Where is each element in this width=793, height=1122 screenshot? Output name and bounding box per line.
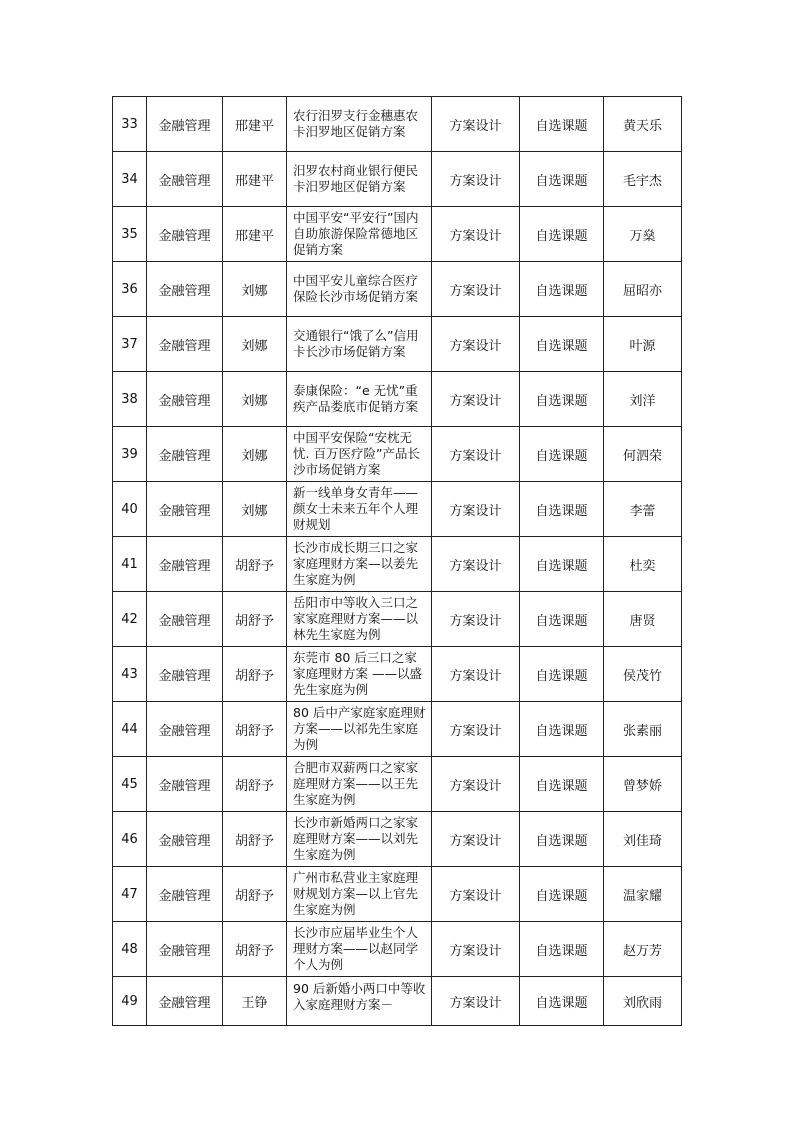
row-number: 37: [113, 317, 147, 372]
topic-type-cell: 方案设计: [432, 152, 520, 207]
student-cell: 万燊: [604, 207, 682, 262]
topic-title-cell: 中国平安“平安行”国内自助旅游保险常德地区促销方案: [287, 207, 432, 262]
student-cell: 张素丽: [604, 702, 682, 757]
topic-type-cell: 方案设计: [432, 592, 520, 647]
advisor-cell: 刘娜: [223, 427, 287, 482]
row-number: 35: [113, 207, 147, 262]
topic-title-cell: 长沙市应届毕业生个人理财方案——以赵同学个人为例: [287, 922, 432, 977]
advisor-cell: 刘娜: [223, 482, 287, 537]
student-cell: 杜奕: [604, 537, 682, 592]
topic-title-cell: 交通银行“饿了么”信用卡长沙市场促销方案: [287, 317, 432, 372]
student-cell: 侯茂竹: [604, 647, 682, 702]
row-number: 46: [113, 812, 147, 867]
topic-title-cell: 长沙市成长期三口之家家庭理财方案—以姜先生家庭为例: [287, 537, 432, 592]
student-cell: 毛宇杰: [604, 152, 682, 207]
topic-type-cell: 方案设计: [432, 262, 520, 317]
topic-title-cell: 农行汨罗支行金穗惠农卡汨罗地区促销方案: [287, 97, 432, 152]
major-cell: 金融管理: [147, 97, 223, 152]
topic-source-cell: 自选课题: [520, 647, 604, 702]
table-row: [113, 427, 682, 482]
major-cell: 金融管理: [147, 812, 223, 867]
table-row: [113, 97, 682, 152]
row-number: 41: [113, 537, 147, 592]
row-number: 36: [113, 262, 147, 317]
topic-source-cell: 自选课题: [520, 97, 604, 152]
topic-type-cell: 方案设计: [432, 977, 520, 1026]
advisor-cell: 邢建平: [223, 207, 287, 262]
table-row: [113, 152, 682, 207]
topic-source-cell: 自选课题: [520, 317, 604, 372]
table-row: [113, 207, 682, 262]
major-cell: 金融管理: [147, 867, 223, 922]
student-cell: 曾梦娇: [604, 757, 682, 812]
major-cell: 金融管理: [147, 757, 223, 812]
table-row: [113, 537, 682, 592]
table-row: [113, 977, 682, 1026]
topic-type-cell: 方案设计: [432, 922, 520, 977]
row-number: 47: [113, 867, 147, 922]
topic-source-cell: 自选课题: [520, 812, 604, 867]
advisor-cell: 胡舒予: [223, 922, 287, 977]
topic-source-cell: 自选课题: [520, 482, 604, 537]
major-cell: 金融管理: [147, 152, 223, 207]
row-number: 43: [113, 647, 147, 702]
table-row: [113, 647, 682, 702]
topic-title-cell: 岳阳市中等收入三口之家家庭理财方案——以林先生家庭为例: [287, 592, 432, 647]
major-cell: 金融管理: [147, 922, 223, 977]
major-cell: 金融管理: [147, 262, 223, 317]
row-number: 39: [113, 427, 147, 482]
major-cell: 金融管理: [147, 317, 223, 372]
major-cell: 金融管理: [147, 702, 223, 757]
advisor-cell: 胡舒予: [223, 647, 287, 702]
table-row: [113, 812, 682, 867]
topic-title-cell: 中国平安儿童综合医疗保险长沙市场促销方案: [287, 262, 432, 317]
advisor-cell: 邢建平: [223, 152, 287, 207]
major-cell: 金融管理: [147, 427, 223, 482]
row-number: 34: [113, 152, 147, 207]
topic-type-cell: 方案设计: [432, 702, 520, 757]
topic-type-cell: 方案设计: [432, 97, 520, 152]
student-cell: 刘洋: [604, 372, 682, 427]
table-row: [113, 372, 682, 427]
student-cell: 刘欣雨: [604, 977, 682, 1026]
topic-type-cell: 方案设计: [432, 812, 520, 867]
topic-title-cell: 长沙市新婚两口之家家庭理财方案——以刘先生家庭为例: [287, 812, 432, 867]
student-cell: 赵万芳: [604, 922, 682, 977]
table-row: [113, 262, 682, 317]
topic-source-cell: 自选课题: [520, 537, 604, 592]
topic-type-cell: 方案设计: [432, 867, 520, 922]
advisor-cell: 胡舒予: [223, 537, 287, 592]
topic-source-cell: 自选课题: [520, 922, 604, 977]
table-row: [113, 592, 682, 647]
advisor-cell: 刘娜: [223, 317, 287, 372]
row-number: 33: [113, 97, 147, 152]
topic-table: [112, 96, 682, 1026]
topic-source-cell: 自选课题: [520, 757, 604, 812]
student-cell: 李蕾: [604, 482, 682, 537]
advisor-cell: 胡舒予: [223, 592, 287, 647]
row-number: 44: [113, 702, 147, 757]
student-cell: 何泗荣: [604, 427, 682, 482]
student-cell: 唐贤: [604, 592, 682, 647]
topic-type-cell: 方案设计: [432, 757, 520, 812]
topic-type-cell: 方案设计: [432, 427, 520, 482]
topic-source-cell: 自选课题: [520, 867, 604, 922]
row-number: 40: [113, 482, 147, 537]
row-number: 42: [113, 592, 147, 647]
topic-title-cell: 90 后新婚小两口中等收入家庭理财方案－: [287, 977, 432, 1026]
student-cell: 黄天乐: [604, 97, 682, 152]
major-cell: 金融管理: [147, 372, 223, 427]
topic-source-cell: 自选课题: [520, 977, 604, 1026]
topic-title-cell: 合肥市双薪两口之家家庭理财方案——以王先生家庭为例: [287, 757, 432, 812]
major-cell: 金融管理: [147, 647, 223, 702]
topic-title-cell: 东莞市 80 后三口之家家庭理财方案 ——以盛先生家庭为例: [287, 647, 432, 702]
table-row: [113, 922, 682, 977]
topic-title-cell: 广州市私营业主家庭理财规划方案—以上官先生家庭为例: [287, 867, 432, 922]
topic-source-cell: 自选课题: [520, 592, 604, 647]
topic-title-cell: 泰康保险：“e 无忧”重疾产品娄底市促销方案: [287, 372, 432, 427]
topic-source-cell: 自选课题: [520, 152, 604, 207]
topic-title-cell: 80 后中产家庭家庭理财方案——以祁先生家庭为例: [287, 702, 432, 757]
advisor-cell: 胡舒予: [223, 757, 287, 812]
topic-title-cell: 中国平安保险“安枕无忧. 百万医疗险”产品长沙市场促销方案: [287, 427, 432, 482]
topic-type-cell: 方案设计: [432, 482, 520, 537]
topic-type-cell: 方案设计: [432, 537, 520, 592]
advisor-cell: 胡舒予: [223, 702, 287, 757]
row-number: 49: [113, 977, 147, 1026]
topic-source-cell: 自选课题: [520, 427, 604, 482]
topic-source-cell: 自选课题: [520, 372, 604, 427]
student-cell: 叶源: [604, 317, 682, 372]
student-cell: 温家耀: [604, 867, 682, 922]
topic-type-cell: 方案设计: [432, 647, 520, 702]
table-row: [113, 482, 682, 537]
topic-type-cell: 方案设计: [432, 372, 520, 427]
major-cell: 金融管理: [147, 482, 223, 537]
topic-source-cell: 自选课题: [520, 207, 604, 262]
advisor-cell: 王铮: [223, 977, 287, 1026]
table-row: [113, 702, 682, 757]
advisor-cell: 邢建平: [223, 97, 287, 152]
topic-title-cell: 汨罗农村商业银行便民卡汨罗地区促销方案: [287, 152, 432, 207]
student-cell: 屈昭亦: [604, 262, 682, 317]
row-number: 38: [113, 372, 147, 427]
topic-title-cell: 新一线单身女青年——颜女士未来五年个人理财规划: [287, 482, 432, 537]
advisor-cell: 胡舒予: [223, 812, 287, 867]
table-row: [113, 867, 682, 922]
topic-source-cell: 自选课题: [520, 702, 604, 757]
advisor-cell: 刘娜: [223, 372, 287, 427]
major-cell: 金融管理: [147, 592, 223, 647]
topic-type-cell: 方案设计: [432, 317, 520, 372]
table-row: [113, 317, 682, 372]
row-number: 48: [113, 922, 147, 977]
table-row: [113, 757, 682, 812]
student-cell: 刘佳琦: [604, 812, 682, 867]
topic-type-cell: 方案设计: [432, 207, 520, 262]
major-cell: 金融管理: [147, 207, 223, 262]
row-number: 45: [113, 757, 147, 812]
topic-source-cell: 自选课题: [520, 262, 604, 317]
major-cell: 金融管理: [147, 977, 223, 1026]
advisor-cell: 胡舒予: [223, 867, 287, 922]
major-cell: 金融管理: [147, 537, 223, 592]
advisor-cell: 刘娜: [223, 262, 287, 317]
